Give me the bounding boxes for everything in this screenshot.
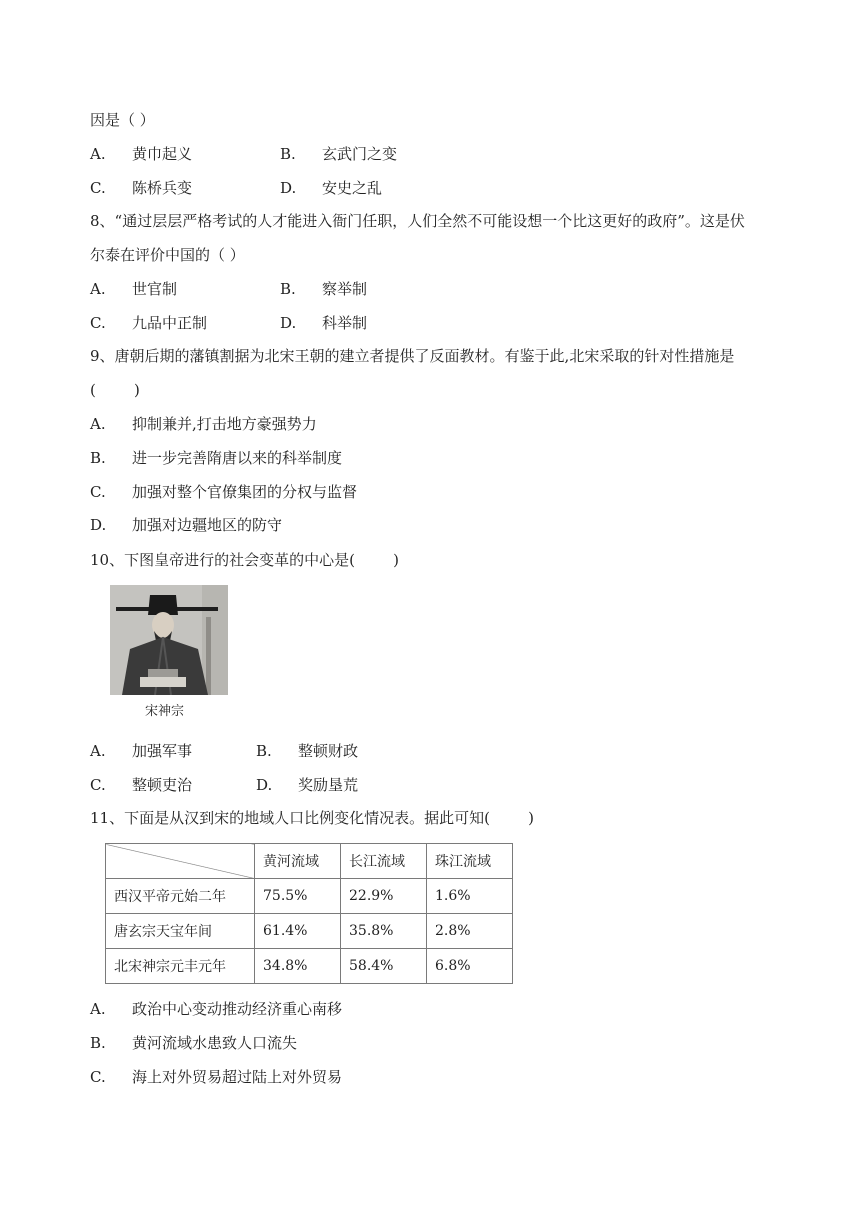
q11-stem: 11、下面是从汉到宋的地域人口比例变化情况表。据此可知( ) <box>90 809 534 827</box>
q7-option-d[interactable] <box>280 178 382 198</box>
option-text: 加强军事 <box>132 742 193 760</box>
q9-answer-blank: ( ) <box>90 381 140 399</box>
option-text: 黄巾起义 <box>132 145 193 163</box>
option-label: C. <box>90 1068 106 1086</box>
option-text: 整顿吏治 <box>132 776 193 794</box>
option-text: 加强对边疆地区的防守 <box>132 516 283 534</box>
table-row <box>106 914 513 949</box>
option-label: B. <box>280 280 296 298</box>
q11-option-c[interactable] <box>90 1067 342 1087</box>
q9-option-b[interactable] <box>90 448 342 468</box>
option-label: C. <box>90 483 106 501</box>
option-text: 进一步完善隋唐以来的科举制度 <box>132 449 343 467</box>
q7-stem-continuation: 因是（ ） <box>90 111 155 129</box>
option-text: 抑制兼并,打击地方豪强势力 <box>132 415 317 433</box>
q8-option-a[interactable] <box>90 279 177 299</box>
option-label: D. <box>90 516 107 534</box>
table-cell: 6.8% <box>427 949 513 984</box>
option-label: B. <box>90 449 106 467</box>
option-text: 安史之乱 <box>322 179 383 197</box>
option-text: 九品中正制 <box>132 314 208 332</box>
option-label: A. <box>90 415 106 433</box>
table-cell: 唐玄宗天宝年间 <box>106 914 255 949</box>
population-table <box>105 843 513 984</box>
option-label: A. <box>90 145 106 163</box>
q9-option-c[interactable] <box>90 482 357 502</box>
table-header-row <box>106 844 513 879</box>
table-header-cell: 长江流域 <box>341 844 427 879</box>
option-label: A. <box>90 742 106 760</box>
option-label: D. <box>280 179 297 197</box>
q9-option-a[interactable] <box>90 414 317 434</box>
option-label: B. <box>256 742 272 760</box>
option-text: 整顿财政 <box>298 742 359 760</box>
q8-option-b[interactable] <box>280 279 367 299</box>
q8-option-c[interactable] <box>90 313 207 333</box>
q7-option-c[interactable] <box>90 178 192 198</box>
emperor-portrait-drawing <box>110 585 228 695</box>
option-text: 奖励垦荒 <box>298 776 359 794</box>
emperor-portrait-image <box>110 585 228 695</box>
q8-stem-line2: 尔泰在评价中国的（ ） <box>90 246 245 264</box>
option-label: D. <box>280 314 297 332</box>
table-cell: 北宋神宗元丰元年 <box>106 949 255 984</box>
table-corner-cell <box>106 844 255 879</box>
table-row <box>106 949 513 984</box>
q10-option-c[interactable] <box>90 775 192 795</box>
option-text: 黄河流域水患致人口流失 <box>132 1034 298 1052</box>
q11-option-b[interactable] <box>90 1033 297 1053</box>
table-cell: 1.6% <box>427 879 513 914</box>
portrait-caption: 宋神宗 <box>145 704 185 719</box>
option-label: B. <box>280 145 296 163</box>
table-cell: 2.8% <box>427 914 513 949</box>
q8-stem-line1: 8、“通过层层严格考试的人才能进入衙门任职，人们全然不可能设想一个比这更好的政府”。这是伏 <box>90 212 745 230</box>
option-label: B. <box>90 1034 106 1052</box>
q9-stem-line1: 9、唐朝后期的藩镇割据为北宋王朝的建立者提供了反面教材。有鉴于此,北宋采取的针对性措施是 <box>90 347 735 365</box>
option-label: A. <box>90 1000 106 1018</box>
option-text: 世官制 <box>132 280 178 298</box>
table-header-cell: 黄河流域 <box>255 844 341 879</box>
q10-stem: 10、下图皇帝进行的社会变革的中心是( ) <box>90 551 399 569</box>
table-cell: 61.4% <box>255 914 341 949</box>
option-label: A. <box>90 280 106 298</box>
option-label: C. <box>90 314 106 332</box>
q8-option-d[interactable] <box>280 313 367 333</box>
q10-option-a[interactable] <box>90 741 192 761</box>
option-label: C. <box>90 776 106 794</box>
option-label: C. <box>90 179 106 197</box>
table-cell: 35.8% <box>341 914 427 949</box>
table-row <box>106 879 513 914</box>
q7-option-a[interactable] <box>90 144 192 164</box>
table-cell: 75.5% <box>255 879 341 914</box>
option-text: 陈桥兵变 <box>132 179 193 197</box>
option-text: 政治中心变动推动经济重心南移 <box>132 1000 343 1018</box>
option-text: 海上对外贸易超过陆上对外贸易 <box>132 1068 343 1086</box>
option-text: 玄武门之变 <box>322 145 398 163</box>
q11-option-a[interactable] <box>90 999 342 1019</box>
q9-option-d[interactable] <box>90 515 282 535</box>
option-text: 科举制 <box>322 314 368 332</box>
q10-option-d[interactable] <box>256 775 358 795</box>
option-label: D. <box>256 776 273 794</box>
table-header-cell: 珠江流域 <box>427 844 513 879</box>
table-cell: 34.8% <box>255 949 341 984</box>
q7-option-b[interactable] <box>280 144 397 164</box>
table-cell: 58.4% <box>341 949 427 984</box>
option-text: 察举制 <box>322 280 368 298</box>
q10-option-b[interactable] <box>256 741 358 761</box>
table-cell: 西汉平帝元始二年 <box>106 879 255 914</box>
table-cell: 22.9% <box>341 879 427 914</box>
option-text: 加强对整个官僚集团的分权与监督 <box>132 483 358 501</box>
